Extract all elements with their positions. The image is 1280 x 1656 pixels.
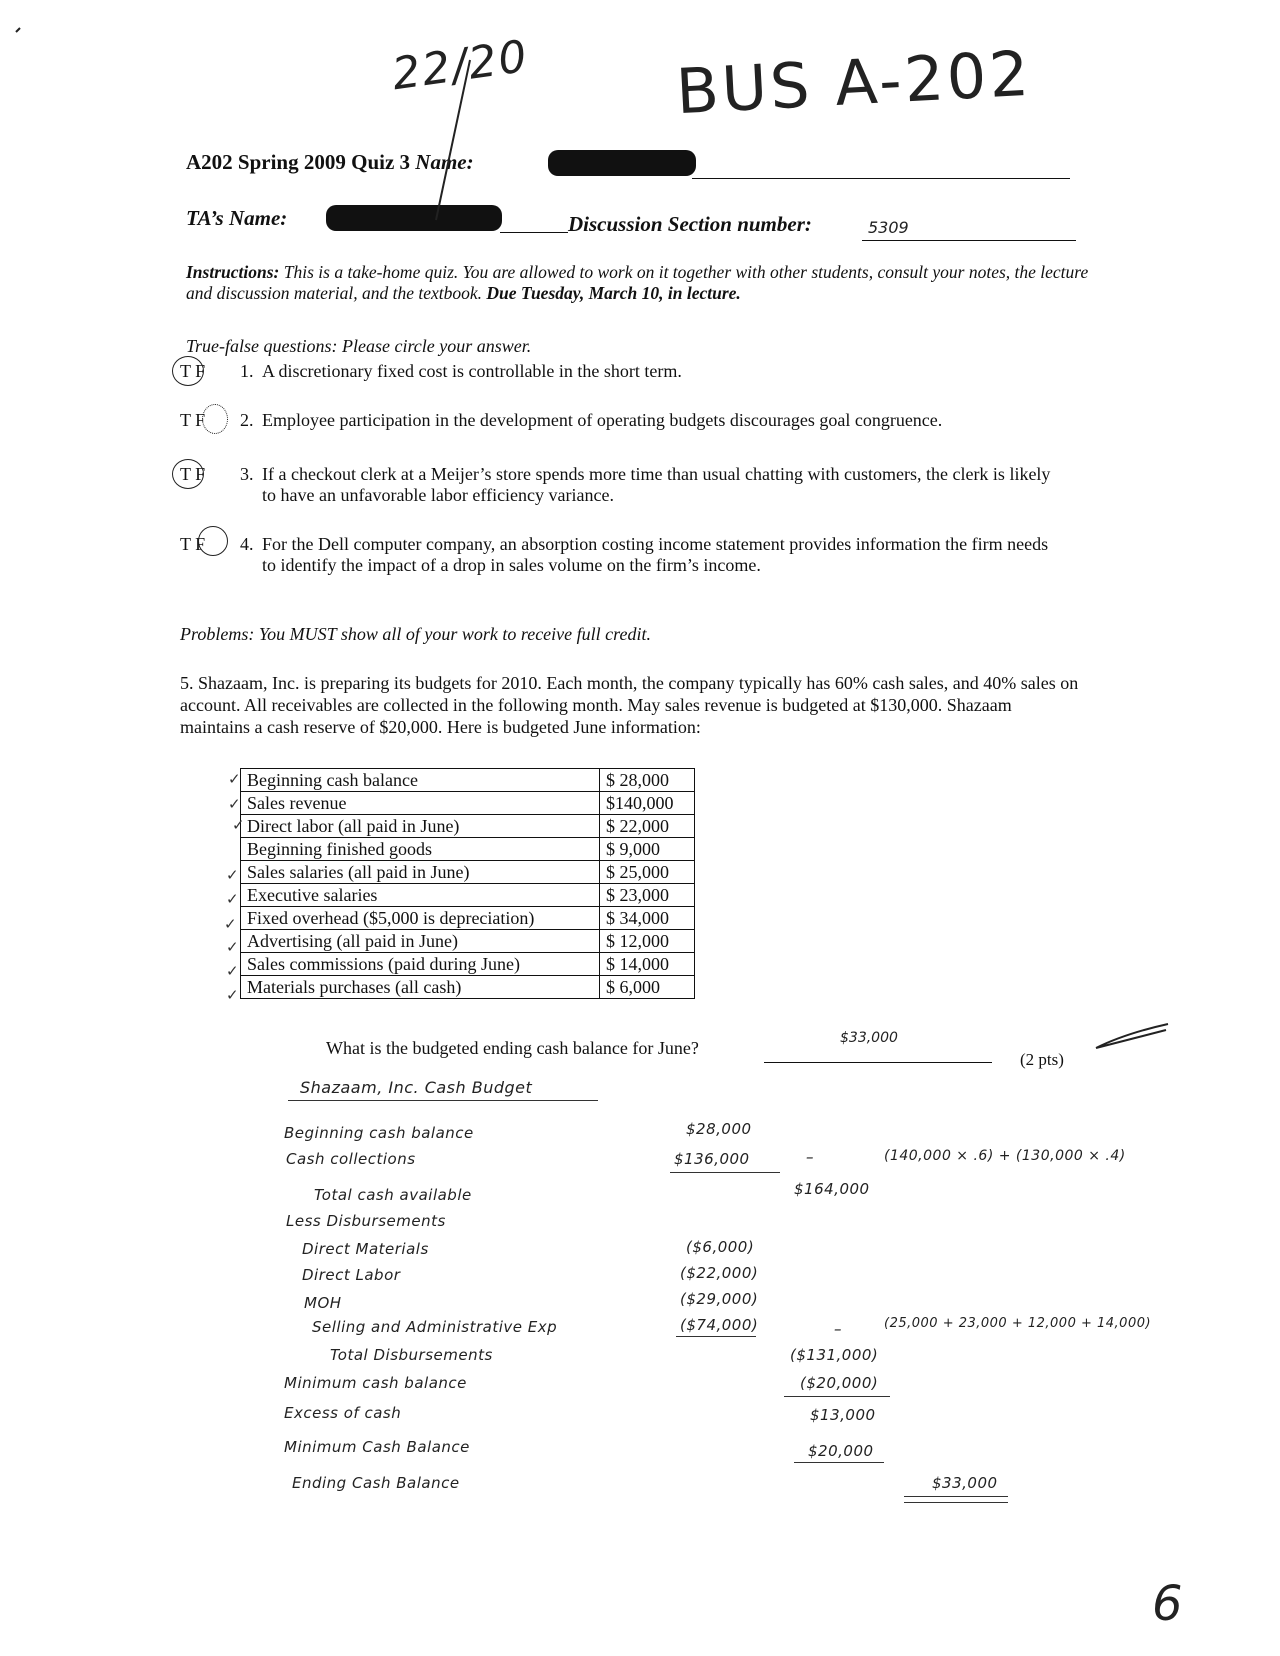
row-amount: $ 28,000: [600, 769, 695, 792]
minus-sign: –: [834, 1320, 842, 1338]
handwritten-course: BUS A-202: [674, 36, 1034, 129]
row-label: Sales commissions (paid during June): [241, 953, 600, 976]
tf-heading: True-false questions: Please circle your answer.: [186, 336, 532, 356]
ending-cash-question: What is the budgeted ending cash balance for June?: [326, 1038, 699, 1058]
work-amount: ($29,000): [680, 1290, 759, 1308]
row-label: Executive salaries: [241, 884, 600, 907]
work-label: Total Disbursements: [330, 1346, 493, 1364]
work-title: Shazaam, Inc. Cash Budget: [300, 1078, 533, 1097]
handwritten-page-number: 6: [1152, 1576, 1183, 1632]
section-label: Discussion Section number:: [568, 212, 812, 236]
work-label: Less Disbursements: [286, 1212, 446, 1230]
row-label: Advertising (all paid in June): [241, 930, 600, 953]
instructions-lead: Instructions:: [186, 262, 280, 282]
quiz-title: A202 Spring 2009 Quiz 3: [186, 150, 411, 174]
question-number: 2.: [240, 410, 254, 430]
row-label: Sales revenue: [241, 792, 600, 815]
check-mark-icon: ✓: [226, 988, 239, 1004]
work-label: Beginning cash balance: [284, 1124, 474, 1142]
work-label: Minimum Cash Balance: [284, 1438, 470, 1456]
work-amount: ($22,000): [680, 1264, 759, 1282]
work-amount: ($6,000): [686, 1238, 755, 1256]
work-label: Direct Materials: [302, 1240, 429, 1258]
row-label: Beginning finished goods: [241, 838, 600, 861]
section-value: 5309: [868, 218, 909, 237]
row-amount: $ 23,000: [600, 884, 695, 907]
check-mark-icon: ✓: [228, 797, 241, 813]
work-label: Selling and Administrative Exp: [312, 1318, 558, 1336]
ta-name-label: TA’s Name:: [186, 206, 288, 230]
work-label: Minimum cash balance: [284, 1374, 467, 1392]
work-label: Direct Labor: [302, 1266, 401, 1284]
row-amount: $ 25,000: [600, 861, 695, 884]
problem-5-text: 5. Shazaam, Inc. is preparing its budgets for 2010. Each month, the company typically has 60% cash sales, and 40% sales on account. All receivables are collected in the following month. May sales revenue is budgeted at $130,000. Shazaam maintains a cash reserve of $20,000. Here is budgeted June information:: [180, 673, 1079, 737]
work-amount: ($74,000): [680, 1316, 759, 1334]
question-text: Employee participation in the development of operating budgets discourages goal congruence.: [262, 410, 943, 430]
check-mark-icon: ✓: [226, 868, 239, 884]
handwritten-score: 22/20: [389, 30, 532, 101]
work-amount: $20,000: [808, 1442, 874, 1460]
tf-options: T F: [180, 534, 206, 554]
question-text: For the Dell computer company, an absorption costing income statement provides information the firm needs to identify the impact of a drop in sales volume on the firm’s income.: [262, 534, 1049, 575]
work-amount: ($20,000): [800, 1374, 879, 1392]
check-mark-icon: ✓: [226, 940, 239, 956]
row-amount: $ 6,000: [600, 976, 695, 999]
work-label: Ending Cash Balance: [292, 1474, 460, 1492]
check-mark-icon: ✓: [228, 772, 241, 788]
check-stroke: [1096, 1024, 1168, 1048]
work-amount: $164,000: [794, 1180, 870, 1198]
tf-options: T F: [180, 464, 206, 484]
work-label: Cash collections: [286, 1150, 416, 1168]
instructions-due: Due Tuesday, March 10, in lecture.: [486, 283, 741, 303]
work-note: (140,000 × .6) + (130,000 × .4): [884, 1148, 1126, 1164]
work-amount: $13,000: [810, 1406, 876, 1424]
row-amount: $ 14,000: [600, 953, 695, 976]
final-balance: $33,000: [932, 1474, 998, 1492]
work-label: Total cash available: [314, 1186, 472, 1204]
work-label: MOH: [304, 1294, 342, 1312]
question-number: 1.: [240, 361, 254, 381]
row-label: Materials purchases (all cash): [241, 976, 600, 999]
minus-sign: –: [806, 1148, 814, 1166]
check-mark-icon: ✓: [226, 964, 239, 980]
check-mark-icon: ✓: [232, 818, 245, 834]
question-number: 4.: [240, 534, 254, 554]
work-amount: ($131,000): [790, 1346, 879, 1364]
row-label: Fixed overhead ($5,000 is depreciation): [241, 907, 600, 930]
row-label: Beginning cash balance: [241, 769, 600, 792]
points-label: (2 pts): [1020, 1050, 1064, 1069]
tf-options: T F: [180, 361, 206, 381]
row-amount: $ 34,000: [600, 907, 695, 930]
check-mark-icon: ✓: [224, 917, 237, 933]
name-label: Name:: [415, 150, 474, 174]
tf-options: T F: [180, 410, 206, 430]
question-text: A discretionary fixed cost is controllable in the short term.: [262, 361, 682, 381]
work-amount: $28,000: [686, 1120, 752, 1138]
row-amount: $ 22,000: [600, 815, 695, 838]
instructions-text: This is a take-home quiz. You are allowed to work on it together with other students, consult your notes, the lecture and discussion material, and the textbook.: [186, 262, 1089, 303]
check-mark-icon: ✓: [226, 892, 239, 908]
row-amount: $ 9,000: [600, 838, 695, 861]
margin-mark: [16, 28, 20, 32]
answer-value: $33,000: [840, 1030, 898, 1046]
score-slash-stroke: [436, 60, 470, 220]
question-text: If a checkout clerk at a Meijer’s store spends more time than usual chatting with customers, the clerk is likely to have an unfavorable labor efficiency variance.: [262, 464, 1051, 505]
work-label: Excess of cash: [284, 1404, 402, 1422]
work-note: (25,000 + 23,000 + 12,000 + 14,000): [884, 1316, 1152, 1331]
row-amount: $ 12,000: [600, 930, 695, 953]
problems-heading: Problems: You MUST show all of your work to receive full credit.: [180, 624, 651, 644]
question-number: 3.: [240, 464, 254, 484]
row-label: Direct labor (all paid in June): [241, 815, 600, 838]
work-amount: $136,000: [674, 1150, 750, 1168]
row-amount: $140,000: [600, 792, 695, 815]
row-label: Sales salaries (all paid in June): [241, 861, 600, 884]
